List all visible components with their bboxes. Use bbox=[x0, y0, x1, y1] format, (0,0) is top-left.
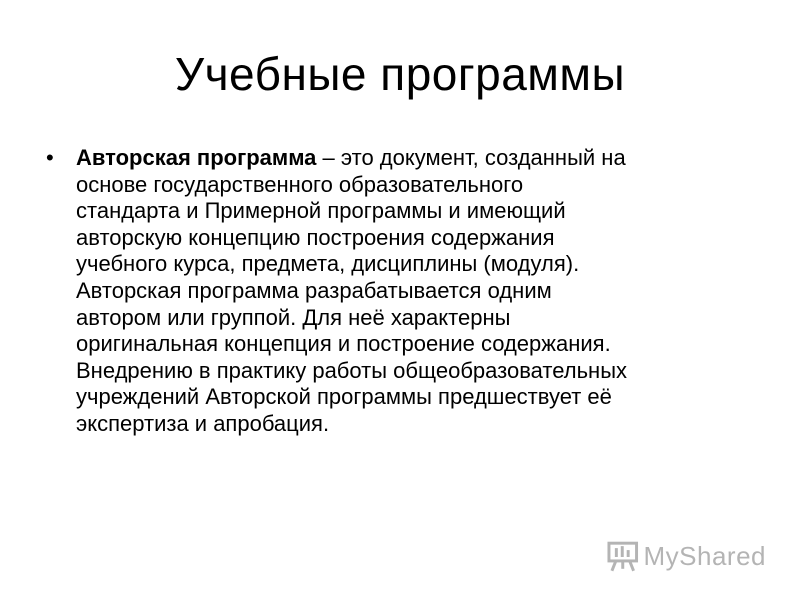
bullet-list bbox=[44, 145, 764, 438]
bullet-text bbox=[76, 145, 764, 438]
text-line: учреждений Авторской программы предшествует её bbox=[76, 384, 612, 410]
text-line: экспертиза и апробация. bbox=[76, 410, 330, 436]
watermark-logo bbox=[606, 536, 766, 576]
bullet-marker: • bbox=[46, 145, 54, 170]
text-line-content: – это документ, созданный на bbox=[316, 145, 626, 170]
text-line: стандарта и Примерной программы и имеющий bbox=[76, 198, 566, 224]
text-line: основе государственного образовательного bbox=[76, 171, 524, 197]
text-line: авторскую концепцию построения содержания bbox=[76, 224, 555, 250]
text-line: автором или группой. Для неё характерны bbox=[76, 304, 511, 330]
presentation-board-icon bbox=[606, 539, 640, 573]
watermark-text: MyShared bbox=[643, 540, 766, 571]
text-line: Авторская программа разрабатывается одним bbox=[76, 277, 552, 303]
defined-term: Авторская программа bbox=[76, 145, 317, 170]
bullet-item bbox=[44, 145, 764, 438]
slide-title: Учебные программы bbox=[174, 48, 626, 100]
text-line: Внедрению в практику работы общеобразовательных bbox=[76, 357, 628, 383]
text-line bbox=[76, 145, 764, 172]
text-line: учебного курса, предмета, дисциплины (модуля). bbox=[76, 251, 580, 277]
text-line: оригинальная концепция и построение содержания. bbox=[76, 331, 611, 357]
